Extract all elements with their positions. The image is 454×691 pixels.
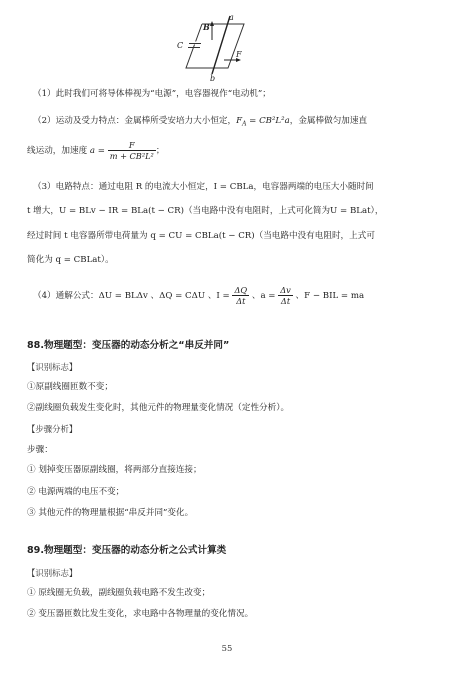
paragraph-circuit-features: （3）电路特点：通过电阻 R 的电流大小恒定，I = CBLa，电容器两端的电压大小随时间 — [33, 182, 374, 192]
section-88-step-1: ① 划掉变压器原副线圈，将两部分直接连接； — [27, 465, 202, 475]
paragraph-rod-as-source: （1）此时我们可将导体棒视为“电源”，电容器视作“电动机”； — [33, 89, 271, 99]
text-suffix: ； — [155, 146, 165, 156]
section-88-title: 88.物理题型：变压器的动态分析之“串反并同” — [27, 340, 230, 351]
text-suffix: 、F − BIL = ma — [295, 291, 365, 301]
fraction-acceleration-general — [278, 285, 293, 306]
fraction-denominator: m + CB²L² — [109, 151, 154, 161]
label-b-end: b — [210, 74, 216, 82]
section-89-title: 89.物理题型：变压器的动态分析之公式计算类 — [27, 545, 227, 556]
label-c: C — [177, 41, 184, 50]
section-89-tag-identify: 【识别标志】 — [27, 568, 78, 578]
paragraph-charge: 经过时间 t 电容器所带电荷量为 q = CU = CBLa(t − CR)（当电路中没有电阻时，上式可 — [27, 231, 375, 241]
paragraph-general-formula — [33, 285, 364, 307]
label-a: a — [229, 13, 234, 22]
section-88-step-3: ③ 其他元件的物理量根据“串反并同”变化。 — [27, 508, 194, 518]
section-88-tag-identify: 【识别标志】 — [27, 362, 78, 372]
paragraph-voltage: t 增大，U = BLv − IR = BLa(t − CR)（当电路中没有电阻时，上式可化简为U = BLat）， — [27, 206, 384, 216]
formula-f-subscript: A — [242, 120, 247, 128]
formula-f: F — [236, 116, 243, 126]
conducting-rod — [212, 16, 230, 74]
fraction-denominator: Δt — [236, 296, 246, 306]
page-number: 55 — [221, 643, 233, 653]
text-suffix: ，金属棒做匀加速直 — [289, 116, 368, 126]
section-88-steps-label: 步骤： — [27, 445, 53, 455]
label-b-field: B — [203, 22, 210, 32]
paragraph-simplified: 简化为 q = CBLat）。 — [27, 255, 114, 265]
label-force: F — [236, 50, 242, 59]
formula-rhs: = CB²L²a — [246, 116, 290, 126]
text-prefix: （4）通解公式：ΔU = BLΔv 、ΔQ = CΔU 、I = — [33, 291, 230, 301]
fraction-current — [232, 285, 249, 306]
fraction-denominator: Δt — [280, 296, 291, 306]
paragraph-motion-force — [33, 115, 367, 131]
section-88-item-2: ②副线圈负载发生变化时，其他元件的物理量变化情况（定性分析）。 — [27, 403, 290, 413]
paragraph-acceleration — [27, 140, 164, 162]
text-prefix: （2）运动及受力特点：金属棒所受安培力大小恒定， — [33, 116, 237, 126]
section-89-item-1: ① 原线圈无负载，副线圈负载电路不发生改变； — [27, 588, 211, 598]
fraction-numerator: ΔQ — [234, 285, 248, 295]
fraction-numerator: Δv — [280, 285, 291, 295]
rail-frame — [186, 24, 244, 68]
text-middle: 、a = — [251, 291, 276, 301]
formula-a: a = — [89, 146, 105, 156]
section-88-item-1: ①原副线圈匝数不变； — [27, 382, 113, 392]
fraction-acceleration — [108, 140, 156, 161]
fraction-numerator: F — [108, 140, 156, 151]
section-88-step-2: ② 电源两端的电压不变； — [27, 487, 125, 497]
text-prefix: 线运动，加速度 — [27, 146, 88, 156]
section-89-item-2: ② 变压器匝数比发生变化，求电路中各物理量的变化情况。 — [27, 609, 254, 619]
capacitor-rail-circuit-diagram — [168, 10, 250, 82]
section-88-tag-steps: 【步骤分析】 — [27, 424, 78, 434]
